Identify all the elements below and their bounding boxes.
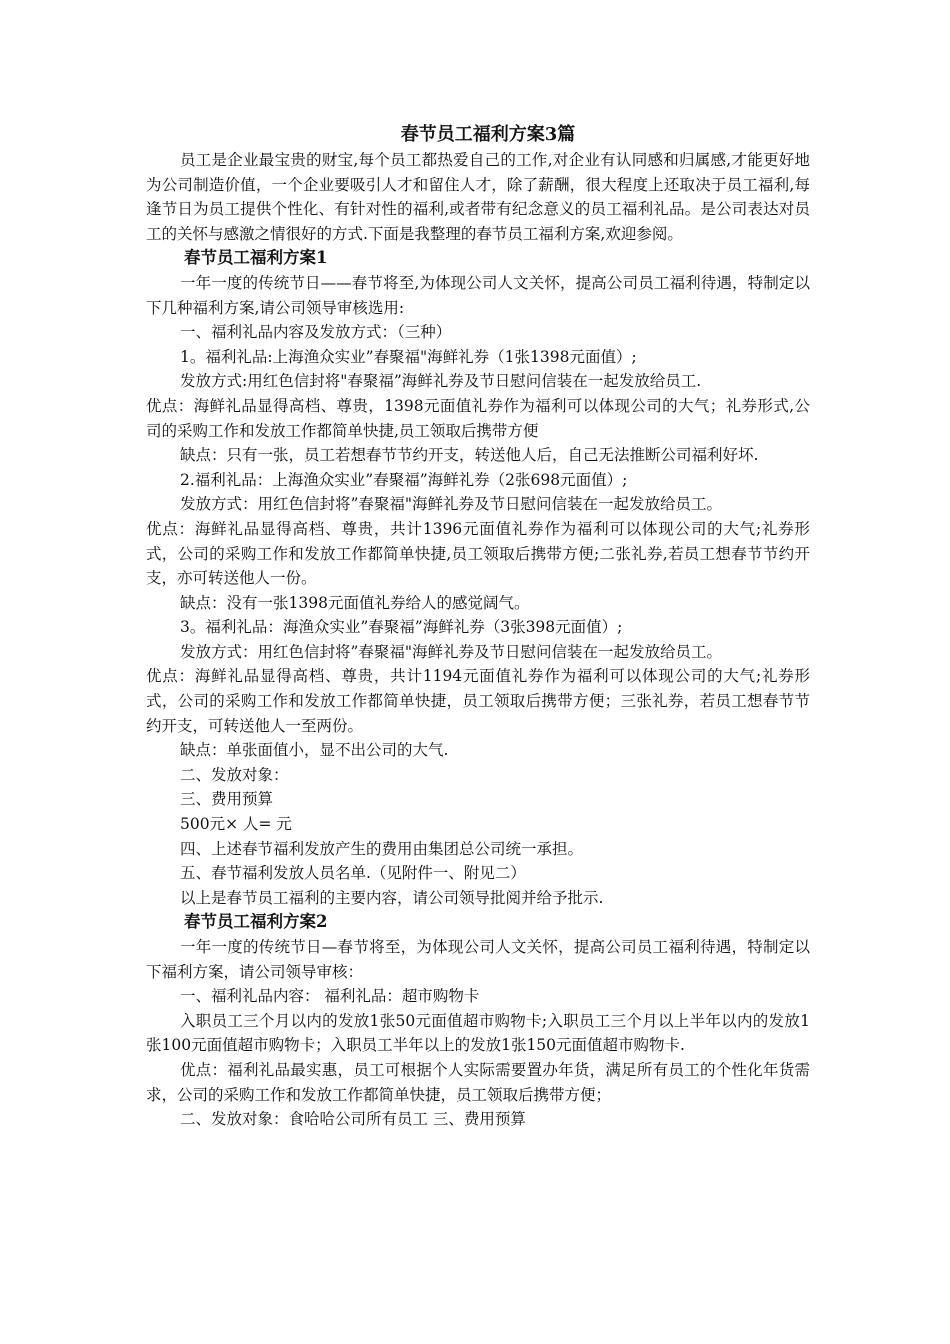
paragraph: 一、福利礼品内容： 福利礼品：超市购物卡 (180, 987, 480, 1006)
paragraph: 一年一度的传统节日—春节将至，为体现公司人文关怀，提高公司员工福利待遇，特制定以下福利方案，请公司领导审核： (146, 938, 810, 981)
section-2-body (146, 935, 810, 1132)
paragraph: 发放方式：用红色信封将”春聚福"海鲜礼券及节日慰问信装在一起发放给员工。 (180, 495, 723, 514)
paragraph: 五、春节福利发放人员名单.（见附件一、附见二） (180, 864, 526, 883)
section-heading-1: 春节员工福利方案1 (184, 248, 328, 268)
paragraph: 一年一度的传统节日——春节将至,为体现公司人文关怀，提高公司员工福利待遇，特制定以下几种福利方案,请公司领导审核选用: (146, 273, 810, 317)
paragraph: 发放方式:用红色信封将"春聚福”海鲜礼券及节日慰问信装在一起发放给员工. (180, 372, 702, 391)
paragraph: 三、费用预算 (180, 790, 274, 809)
paragraph: 1。福利礼品:上海渔众实业”春聚福"海鲜礼券（1张1398元面值）; (180, 347, 637, 366)
paragraph: 500元× 人= 元 (180, 815, 292, 834)
paragraph: 一、福利礼品内容及发放方式：（三种） (180, 323, 452, 342)
section-heading-2: 春节员工福利方案2 (184, 912, 328, 932)
paragraph: 入职员工三个月以内的发放1张50元面值超市购物卡;入职员工三个月以上半年以内的发放1张100元面值超市购物卡；入职员工半年以上的发放1张150元面值超市购物卡. (146, 1011, 810, 1055)
paragraph: 优点：海鲜礼品显得高档、尊贵，共计1396元面值礼券作为福利可以体现公司的大气;礼券形式，公司的采购工作和发放工作都简单快捷,员工领取后携带方便;二张礼券,若员工想春节节约开支，亦可转送他人一份。 (146, 519, 810, 588)
paragraph: 优点：海鲜礼品显得高档、尊贵，共计1194元面值礼券作为福利可以体现公司的大气;礼券形式，公司的采购工作和发放工作都简单快捷，员工领取后携带方便；三张礼券，若员工想春节节约开支，可转送他人一至两份。 (146, 667, 810, 735)
paragraph: 3。福利礼品：海渔众实业”春聚福”海鲜礼券（3张398元面值）; (180, 618, 623, 637)
paragraph: 优点：海鲜礼品显得高档、尊贵，1398元面值礼券作为福利可以体现公司的大气；礼券形式,公司的采购工作和发放工作都简单快捷,员工领取后携带方便 (146, 396, 810, 440)
paragraph: 2.福利礼品：上海渔众实业”春聚福”海鲜礼券（2张698元面值）; (180, 470, 628, 489)
paragraph: 缺点：没有一张1398元面值礼券给人的感觉阔气。 (180, 593, 530, 612)
paragraph: 发放方式：用红色信封将”春聚福"海鲜礼券及节日慰问信装在一起发放给员工。 (180, 642, 723, 661)
paragraph: 二、发放对象：食哈哈公司所有员工 三、费用预算 (180, 1110, 526, 1129)
paragraph: 缺点：单张面值小，显不出公司的大气. (180, 741, 449, 760)
document-title: 春节员工福利方案3篇 (400, 124, 576, 145)
intro-paragraph: 员工是企业最宝贵的财宝,每个员工都热爱自己的工作,对企业有认同感和归属感,才能更好地为公司制造价值，一个企业要吸引人才和留住人才，除了薪酬，很大程度上还取决于员工福利,每逢节日为员工提供个性化、有针对性的福利,或者带有纪念意义的员工福利礼品。是公司表达对员工的关怀与感激之情很好的方式.下面是我整理的春节员工福利方案,欢迎参阅。 (146, 151, 810, 243)
paragraph: 二、发放对象： (180, 765, 289, 784)
section-1-body (146, 271, 810, 910)
paragraph: 以上是春节员工福利的主要内容，请公司领导批阅并给予批示. (180, 888, 604, 907)
paragraph: 四、上述春节福利发放产生的费用由集团总公司统一承担。 (180, 839, 584, 858)
paragraph: 优点：福利礼品最实惠，员工可根据个人实际需要置办年货，满足所有员工的个性化年货需求，公司的采购工作和发放工作都简单快捷，员工领取后携带方便； (146, 1060, 810, 1104)
paragraph: 缺点：只有一张，员工若想春节节约开支，转送他人后，自己无法推断公司福利好坏. (180, 446, 759, 465)
